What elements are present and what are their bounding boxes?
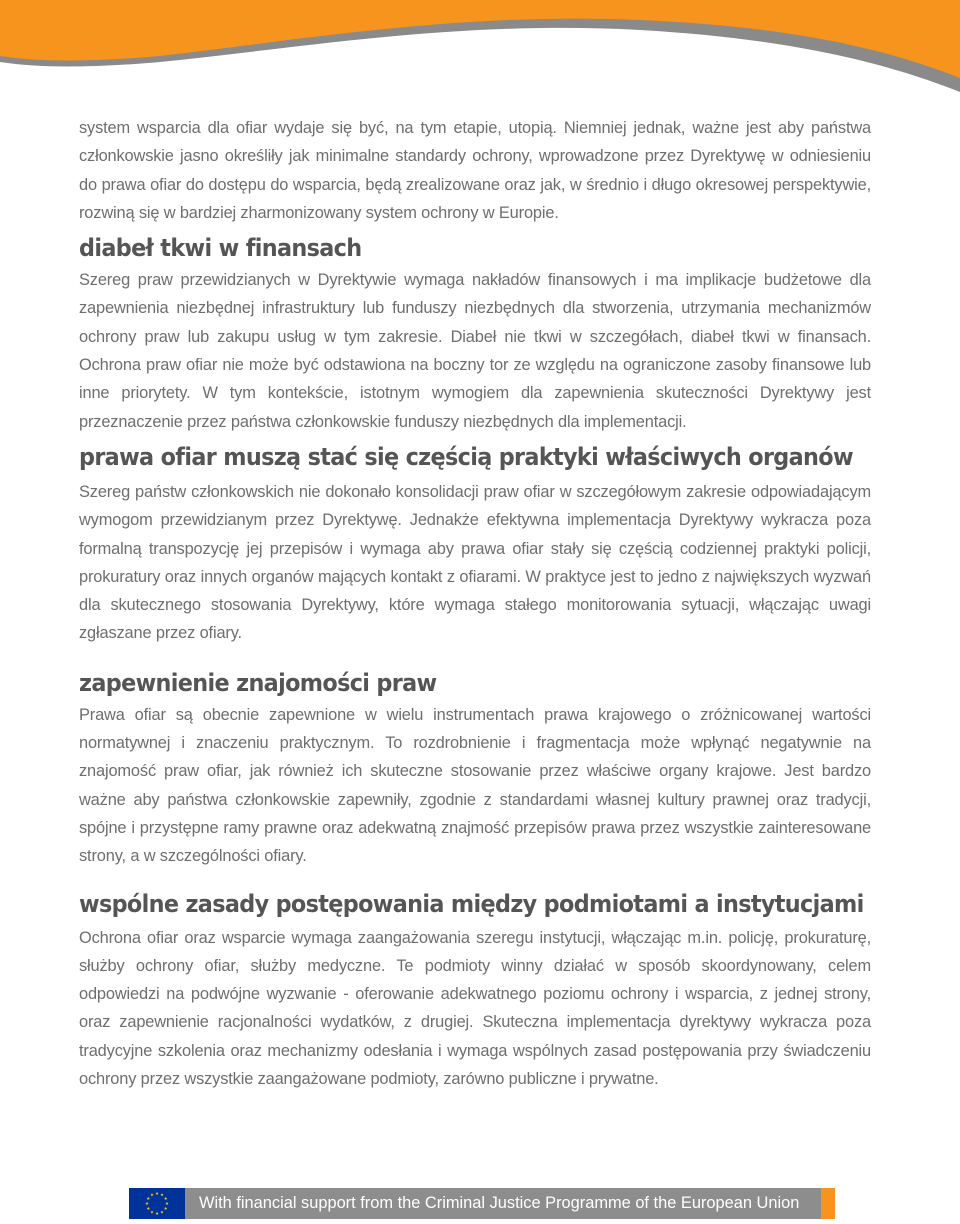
eu-star-icon	[150, 1193, 153, 1196]
section-heading: diabeł tkwi w finansach	[79, 234, 362, 263]
funding-bar	[185, 1188, 821, 1219]
intro-section	[79, 114, 871, 227]
section-heading: wspólne zasady postępowania między podmiotami a instytucjami	[79, 889, 864, 918]
section-paragraph: Szereg praw przewidzianych w Dyrektywie wymaga nakładów finansowych i ma implikacje budżetowe dla zapewnienia niezbędnej infrastruktury lub funduszy niezbędnych dla stworzenia, utrzymania mechanizmów ochrony praw lub zakupu usług w tym zakresie. Diabeł nie tkwi w szczegółach, diabeł tkwi w finansach. Ochrona praw ofiar nie może być odstawiona na boczny tor ze względu na ograniczone zasoby finansowe lub inne priorytety. W tym kontekście, istotnym wymogiem dla zapewnienia skuteczności Dyrektywy jest przeznaczenie przez państwa członkowskie funduszy niezbędnych dla implementacji.	[79, 271, 871, 431]
section-finances	[79, 233, 871, 436]
intro-paragraph: system wsparcia dla ofiar wydaje się być, na tym etapie, utopią. Niemniej jednak, ważne jest aby państwa członkowskie jasno określiły jak minimalne standardy ochrony, wprowadzone przez Dyrektywę w odniesieniu do prawa ofiar do dostępu do wsparcia, będą zrealizowane oraz jak, w średnio i długo okresowej perspektywie, rozwiną się w bardziej zharmonizowany system ochrony w Europie.	[79, 119, 871, 222]
header-wave	[0, 0, 960, 100]
section-paragraph: Ochrona ofiar oraz wsparcie wymaga zaangażowania szeregu instytucji, włączając m.in. policję, prokuraturę, służby ochrony ofiar, służby medyczne. Te podmioty winny działać w sposób skoordynowany, celem odpowiedzi na podwójne wyzwanie - oferowanie adekwatnego poziomu ochrony i wsparcia, z jednej strony, oraz zapewnienie racjonalności wydatków, z drugiej. Skuteczna implementacja dyrektywy wykracza poza tradycyjne szkolenia oraz mechanizmy odesłania i wymaga wspólnych zasad postępowania przy świadczeniu ochrony przez wszystkie zaangażowane podmioty, zarówno publiczne i prywatne.	[79, 928, 871, 1089]
eu-star-icon	[160, 1210, 163, 1213]
eu-star-icon	[164, 1197, 167, 1200]
section-heading: zapewnienie znajomości praw	[79, 668, 437, 697]
section-knowledge-of-rights	[79, 668, 871, 871]
eu-flag-icon	[129, 1188, 185, 1219]
eu-star-icon	[165, 1202, 168, 1205]
eu-star-icon	[155, 1212, 158, 1215]
page-content	[79, 114, 871, 1093]
funding-footer	[129, 1188, 835, 1219]
funding-statement: With financial support from the Criminal Justice Programme of the European Union	[199, 1194, 800, 1212]
section-authorities-practice	[79, 442, 871, 648]
eu-star-icon	[150, 1210, 153, 1213]
eu-star-icon	[155, 1192, 158, 1195]
eu-star-icon	[145, 1202, 148, 1205]
eu-star-icon	[160, 1193, 163, 1196]
section-common-procedures	[79, 889, 871, 1094]
section-heading: prawa ofiar muszą stać się częścią praktyki właściwych organów	[79, 442, 853, 471]
footer-accent	[821, 1188, 835, 1219]
eu-flag-stars	[129, 1188, 185, 1219]
eu-star-icon	[147, 1197, 150, 1200]
section-paragraph: Prawa ofiar są obecnie zapewnione w wielu instrumentach prawa krajowego o zróżnicowanej wartości normatywnej i znaczeniu praktycznym. To rozdrobnienie i fragmentacja może wpłynąć negatywnie na znajomość praw ofiar, jak również ich skuteczne stosowanie przez właściwe organy krajowe. Jest bardzo ważne aby państwa członkowskie zapewniły, zgodnie z standardami własnej kultury prawnej oraz tradycji, spójne i przystępne ramy prawne oraz adekwatną znajmość przepisów prawa przez wszystkie zainteresowane strony, a w szczególności ofiary.	[79, 705, 871, 866]
eu-star-icon	[147, 1207, 150, 1210]
eu-star-icon	[164, 1207, 167, 1210]
section-paragraph: Szereg państw członkowskich nie dokonało konsolidacji praw ofiar w szczegółowym zakresie odpowiadającym wymogom przewidzianym przez Dyrektywę. Jednakże efektywna implementacja Dyrektywy wykracza poza formalną transpozycję jej przepisów i wymaga aby prawa ofiar stały się częścią codziennej praktyki policji, prokuratury oraz innych organów mających kontakt z ofiarami. W praktyce jest to jedno z największych wyzwań dla skutecznego stosowania Dyrektywy, które wymaga stałego monitorowania sytuacji, włączając uwagi zgłaszane przez ofiary.	[79, 482, 871, 643]
